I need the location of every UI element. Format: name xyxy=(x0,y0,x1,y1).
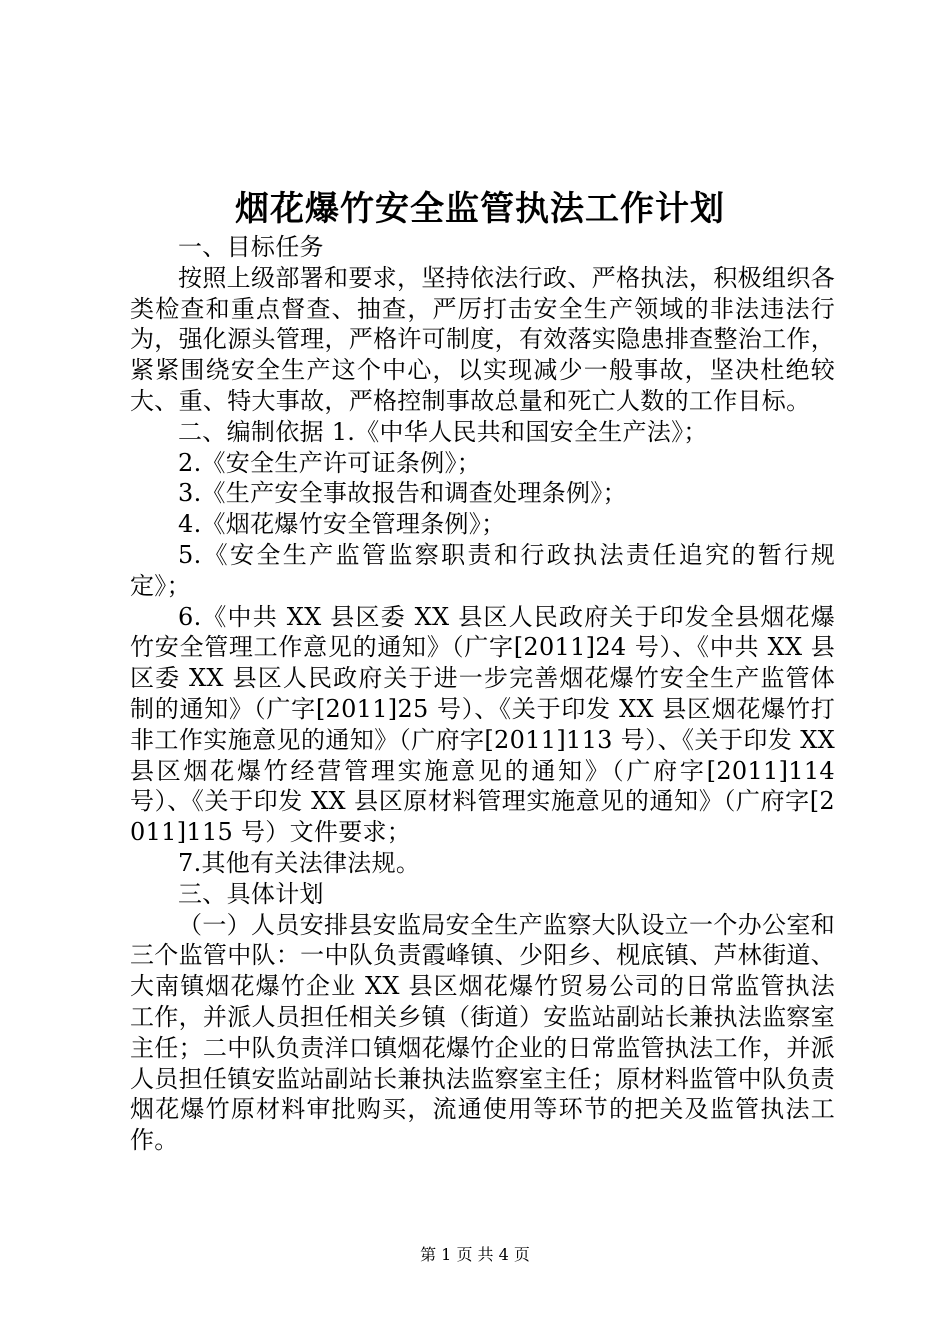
basis-item-4: 4.《烟花爆竹安全管理条例》； xyxy=(178,510,506,539)
page-footer: 第 1 页 共 4 页 xyxy=(420,1245,530,1264)
paragraph-goals: 按照上级部署和要求，坚持依法行政、严格执法，积极组织各类检查和重点督查、抽查，严厉打击安全生产领域的非法违法行为，强化源头管理，严格许可制度，有效落实隐患排查整治工作，紧紧围绕安全生产这个中心，以实现减少一般事故，坚决杜绝较大、重、特大事故，严格控制事故总量和死亡人数的工作目标。 xyxy=(130,263,835,415)
basis-item-5: 5.《安全生产监管监察职责和行政执法责任追究的暂行规定》； xyxy=(130,540,835,600)
paragraph-staffing: （一）人员安排县安监局安全生产监察大队设立一个办公室和三个监管中队：一中队负责霞峰镇、少阳乡、枧底镇、芦林街道、大南镇烟花爆竹企业 XX 县区烟花爆竹贸易公司的日常监管执法工作，并派人员担任相关乡镇（街道）安监站副站长兼执法监察室主任；二中队负责洋口镇烟花爆竹企业的日常监管执法工作，并派人员担任镇安监站副站长兼执法监察室主任；原材料监管中队负责烟花爆竹原材料审批购买，流通使用等环节的把关及监管执法工作。 xyxy=(130,910,835,1155)
section-heading-basis: 二、编制依据 1.《中华人民共和国安全生产法》； xyxy=(178,417,708,446)
section-heading-plan: 三、具体计划 xyxy=(178,879,324,908)
basis-item-2: 2.《安全生产许可证条例》； xyxy=(178,448,482,477)
basis-item-6: 6.《中共 XX 县区委 XX 县区人民政府关于印发全县烟花爆竹安全管理工作意见的通知》（广字[2011]24 号）、《中共 XX 县区委 XX 县区人民政府关于进一步完善烟花爆竹安全生产监管体制的通知》（广字[2011]25 号）、《关于印发 XX 县区烟花爆竹打非工作实施意见的通知》（广府字[2011]113 号）、《关于印发 XX 县区烟花爆竹经营管理实施意见的通知》（广府字[2011]114 号）、《关于印发 XX 县区原材料管理实施意见的通知》（广府字[2011]115 号）文件要求； xyxy=(130,602,835,847)
document-body xyxy=(130,232,835,1156)
basis-item-3: 3.《生产安全事故报告和调查处理条例》； xyxy=(178,479,627,508)
document-title: 烟花爆竹安全监管执法工作计划 xyxy=(235,189,725,229)
section-heading-goals: 一、目标任务 xyxy=(178,233,324,261)
basis-item-7: 7.其他有关法律法规。 xyxy=(178,848,421,877)
